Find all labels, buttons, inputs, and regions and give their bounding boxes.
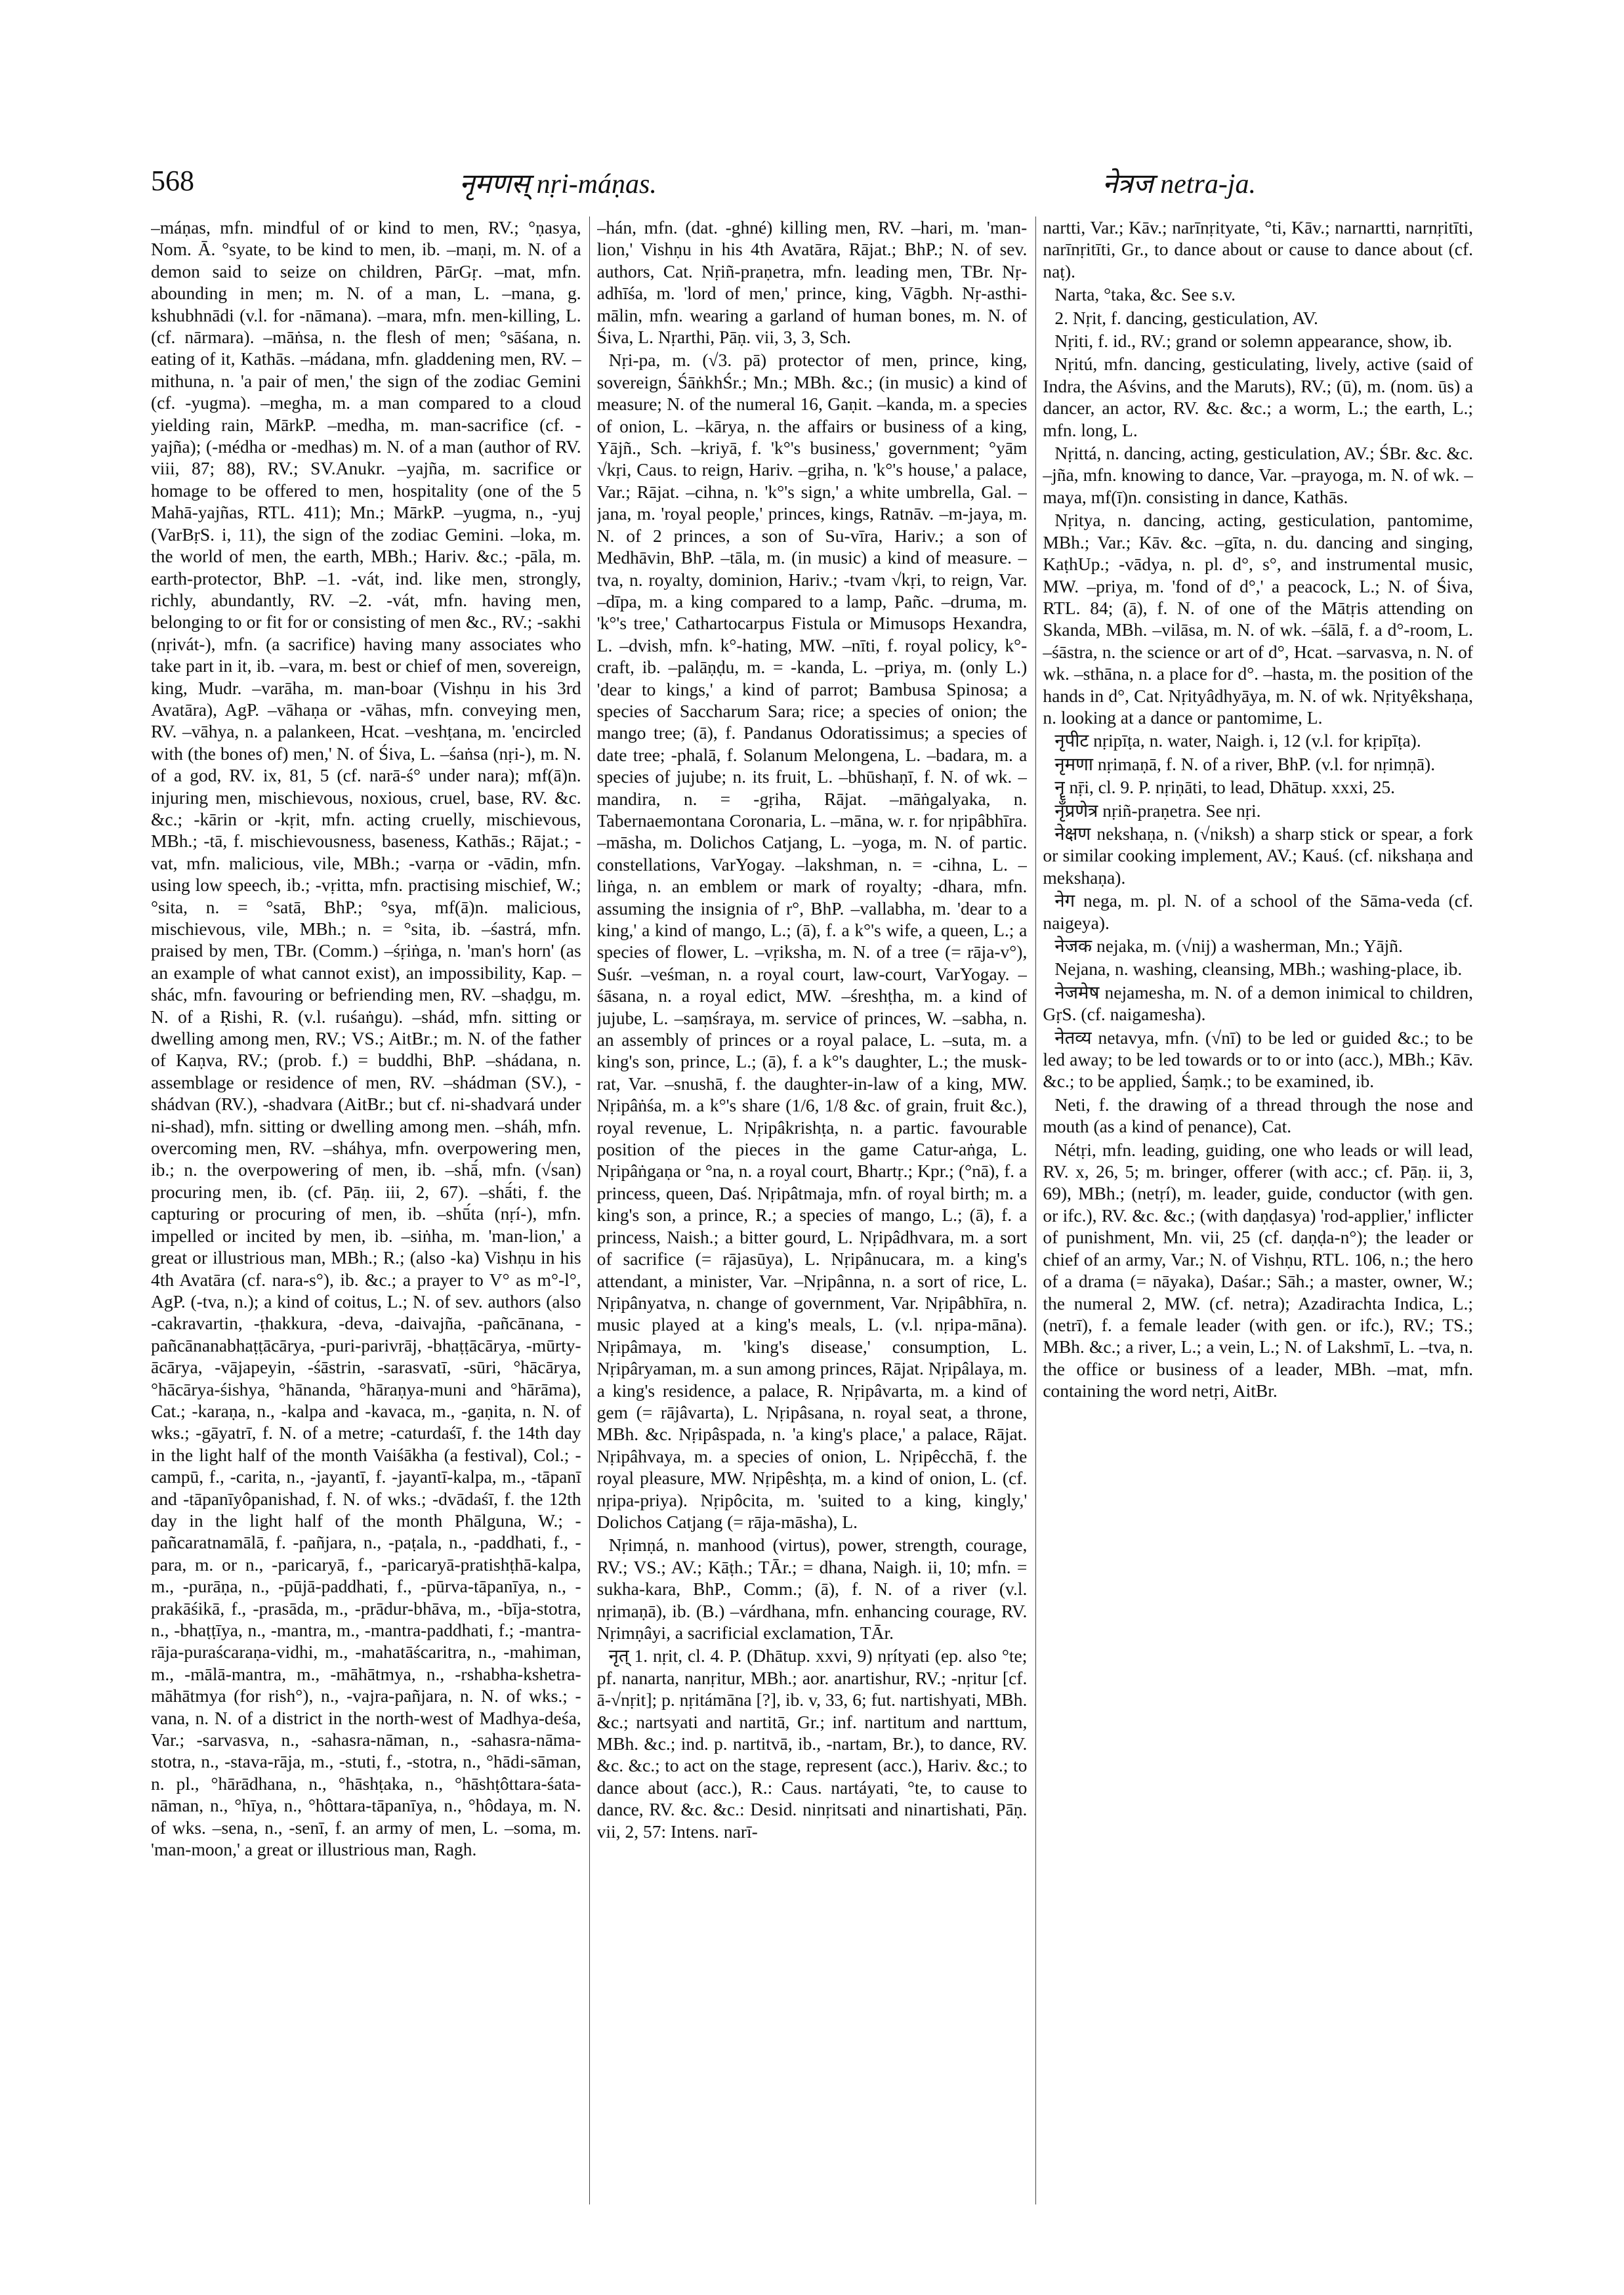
running-head-left: नृमणस् nṛi-máṇas. (459, 169, 657, 199)
column-right (1043, 217, 1473, 2204)
entry-paragraph: नेक्षण nekshaṇa, n. (√niksh) a sharp stick or spear, a fork or similar cooking implement, AV.; Kauś. (cf. nikshaṇa and mekshaṇa). (1043, 823, 1474, 888)
column-middle (597, 217, 1028, 2204)
running-head-right: नेत्रज netra-ja. (1102, 169, 1256, 199)
entry-paragraph: नृत् 1. nṛit, cl. 4. P. (Dhātup. xxvi, 9) nṛítyati (ep. also °te; pf. nanarta, nanṛitur, MBh.; aor. anartishur, RV.; -nṛitur [cf. ā-√nṛit]; p. nṛitámāna [?], ib. v, 33, 6; fut. nartishyati, MBh. &c.; nartsyati and nartitā, Gr.; inf. nartitum and narttum, MBh. &c.; ind. p. nartitvā, ib., -nartam, Br.), to dance, RV. &c. &c.; to act on the stage, represent (acc.), Hariv. &c.; to dance about (acc.), R.: Caus. nartáyati, °te, to cause to dance, RV. &c. &c.: Desid. ninṛitsati and ninartishati, Pāṇ. vii, 2, 57: Intens. narī- (596, 1645, 1028, 1842)
entry-paragraph: Narta, °taka, &c. See s.v. (1054, 284, 1236, 305)
entry-paragraph: नृपीट nṛipīṭa, n. water, Naigh. i, 12 (v.l. for kṛipīṭa). (1054, 730, 1421, 751)
columns-container (151, 217, 1473, 2204)
entry-paragraph: नृँप्रणेत्र nṛiñ-praṇetra. See nṛi. (1054, 800, 1261, 821)
entry-paragraph: नॄ nṝi, cl. 9. P. nṛiṇāti, to lead, Dhātup. xxxi, 25. (1054, 777, 1395, 798)
entry-paragraph: Nejana, n. washing, cleansing, MBh.; washing-place, ib. (1054, 959, 1463, 980)
entry-paragraph: Nṛitú, mfn. dancing, gesticulating, lively, active (said of Indra, the Aśvins, and the Maruts), RV.; (ū), m. (nom. ūs) a dancer, an actor, RV. &c. &c.; a worm, L.; the earth, L.; mfn. long, L. (1043, 354, 1474, 440)
entry-paragraph: Neti, f. the drawing of a thread through the nose and mouth (as a kind of penance), Cat. (1043, 1094, 1474, 1137)
entry-paragraph: –máṇas, mfn. mindful of or kind to men, RV.; °ṇasya, Nom. Ā. °syate, to be kind to men, ib. –maṇi, m. N. of a demon said to seize on children, PārGṛ. –mat, mfn. abounding in men; m. N. of a man, L. –mana, g. kshubhnādi (v.l. for -nāmana). –mara, mfn. men-killing, L. (cf. nārmara). –māṅsa, n. the flesh of men; °sāśana, n. eating of it, Kathās. –mádana, mfn. gladdening men, RV. –mithuna, n. 'a pair of men,' the sign of the zodiac Gemini (cf. -yugma). –megha, m. a man compared to a cloud yielding rain, MārkP. –medha, m. man-sacrifice (cf. -yajña); (-médha or -medhas) m. N. of a man (author of RV. viii, 87; 88), RV.; SV.Anukr. –yajña, m. sacrifice or homage to be offered to men, hospitality (one of the 5 Mahā-yajñas, RTL. 411); Mn.; MārkP. –yugma, n., -yuj (VarBṛS. i, 11), the sign of the zodiac Gemini. –loka, m. the world of men, the earth, MBh.; Hariv. &c.; -pāla, m. earth-protector, BhP. –1. -vát, ind. like men, strongly, richly, abundantly, RV. –2. -vát, mfn. having men, belonging to or fit for or consisting of men &c., RV.; -sakhi (nṛivát-), mfn. (a sacrifice) having many associates who take part in it, ib. –vara, m. best or chief of men, sovereign, king, Mudr. –varāha, m. man-boar (Vishṇu in his 3rd Avatāra), AgP. –vāhaṇa or -vāhas, mfn. conveying men, RV. –vāhya, n. a palankeen, Hcat. –veshṭana, m. 'encircled with (the bones of) men,' N. of Śiva, L. –śaṅsa (nṛi-), m. N. of a god, RV. ix, 81, 5 (cf. narā-ś° under nara); mf(ā)n. injuring men, mischievous, noxious, cruel, base, RV. &c. &c.; -kārin or -kṛit, mfn. acting cruelly, mischievous, MBh.; -tā, f. mischievousness, baseness, Kathās.; Rājat.; -vat, mfn. malicious, vile, MBh.; -varṇa or -vādin, mfn. using low speech, ib.; -vṛitta, mfn. practising mischief, W.; °sita, n. = °satā, BhP.; °sya, mf(ā)n. malicious, mischievous, vile, MBh.; n. = °sita, ib. –śastrá, mfn. praised by men, TBr. (Comm.) –śṛiṅga, n. 'man's horn' (as an example of what cannot exist), an impossibility, Kap. –shác, mfn. favouring or befriending men, RV. –shaḍgu, m. N. of a Ṛishi, R. (v.l. ruśaṅgu). –shád, mfn. sitting or dwelling among men, RV.; VS.; AitBr.; m. N. of the father of Kaṇva, RV.; (prob. f.) = buddhi, BhP. –shádana, n. assemblage or residence of men, RV. –shádman (SV.), -shádvan (RV.), -shadvara (AitBr.; but cf. ni-shadvará under ni-shad), mfn. sitting or dwelling among men. –sháh, mfn. overcoming men, RV. –sháhya, mfn. overpowering men, ib.; n. the overpowering of men, ib. –shā́, mfn. (√san) procuring men, ib. (cf. Pāṇ. iii, 2, 67). –shā́ti, f. the capturing or procuring of men, ib. –shū́ta (nṛí-), mfn. impelled or incited by men, ib. –siṅha, m. 'man-lion,' a great or illustrious man, MBh.; R.; (also -ka) Vishṇu in his 4th Avatāra (cf. nara-s°), ib. &c.; a prayer to V° as m°-l°, AgP. (-tva, n.); a kind of coitus, L.; N. of sev. authors (also -cakravartin, -ṭhakkura, -deva, -daivajña, -pañcānana, -pañcānanabhaṭṭācārya, -puri-parivrāj, -bhaṭṭācārya, -mūrty-ācārya, -vājapeyin, -śāstrin, -sarasvatī, -sūri, °hācārya, °hācārya-śishya, °hānanda, °hāraṇya-muni and °hārāma), Cat.; -karaṇa, n., -kalpa and -kavaca, m., -gaṇita, n. N. of wks.; -gāyatrī, f. N. of a metre; -caturdaśī, f. the 14th day in the light half of the month Vaiśākha (a festival), Col.; -campū, f., -carita, n., -jayantī, f. -jayantī-kalpa, m., -tāpanī and -tāpanīyôpanishad, f. N. of wks.; -dvādaśī, f. the 12th day in the light half of the month Phālguna, W.; -pañcaratnamālā, f. -pañjara, n., -paṭala, n., -paddhati, f., -para, m. or n., -paricaryā, f., -paricaryā-pratishṭhā-kalpa, m., -purāṇa, n., -pūjā-paddhati, f., -pūrva-tāpanīya, n., -prakāśikā, f., -prasāda, m., -prādur-bhāva, m., -bīja-stotra, n., -bhaṭṭīya, n., -mantra, m., -mantra-paddhati, f.; -mantra-rāja-puraścaraṇa-vidhi, m., -mahatāścaritra, n., -mahiman, m., -mālā-mantra, m., -māhātmya, n., -rshabha-kshetra-māhātmya (for rish°), n., -vajra-pañjara, n. N. of wks.; -vana, n. N. of a district in the north-west of Madhya-deśa, Var.; -sarvasva, n., -sahasra-nāman, n., -sahasra-nāma-stotra, n., -stava-rāja, m., -stuti, f., -stotra, n., °hādi-sāman, n. pl., °hārādhana, n., °hāshṭaka, n., °hāshṭôttara-śata-nāman, n., °hīya, n., °hôttara-tāpanīya, n., °hôdaya, m. N. of wks. –sena, n., -senī, f. an army of men, L. –soma, m. 'man-moon,' a great or illustrious man, Ragh. (151, 217, 581, 1860)
entry-paragraph: nartti, Var.; Kāv.; narīnṛityate, °ti, Kāv.; narnartti, narnṛitīti, narīnṛitīti, Gr., to dance about or cause to dance about (cf. naṭ). (1043, 217, 1474, 281)
column-left (151, 217, 581, 2204)
entry-paragraph: Nṛiti, f. id., RV.; grand or solemn appearance, show, ib. (1054, 331, 1453, 352)
column-rule-1 (589, 217, 590, 2204)
page-header (151, 164, 1473, 210)
entry-paragraph: नृमणा nṛimaṇā, f. N. of a river, BhP. (v.l. for nṛimṇā). (1054, 753, 1436, 774)
entry-paragraph: नेतव्य netavya, mfn. (√nī) to be led or guided &c.; to be led away; to be led towards or to or into (acc.), MBh.; Kāv. &c.; to be applied, Śaṃk.; to be examined, ib. (1043, 1027, 1474, 1092)
entry-paragraph: 2. Nṛit, f. dancing, gesticulation, AV. (1054, 307, 1318, 328)
entry-paragraph: Nétṛi, mfn. leading, guiding, one who leads or will lead, RV. x, 26, 5; m. bringer, offerer (with acc.; cf. Pāṇ. ii, 3, 69), MBh.; (netṛí), m. leader, guide, conductor (with gen. or ifc.), RV. &c. &c.; (with daṇḍasya) 'rod-applier,' inflicter of punishment, Mn. vii, 25 (cf. daṇḍa-n°); the leader or chief of an army, Var.; N. of Vishṇu, RTL. 106, n.; the hero of a drama (= nāyaka), Daśar.; Sāh.; a master, owner, W.; the numeral 2, MW. (cf. netra); Azadirachta Indica, L.; (netrī), f. a female leader (with gen. or ifc.), RV.; TS.; MBh. &c.; a river, L.; a vein, L.; N. of Lakshmī, L. –tva, n. the office or business of a leader, MBh. –mat, mfn. containing the word netṛi, AitBr. (1043, 1139, 1474, 1401)
entry-paragraph: Nṛittá, n. dancing, acting, gesticulation, AV.; ŚBr. &c. &c. –jña, mfn. knowing to dance, Var. –prayoga, m. N. of wk. –maya, mf(ī)n. consisting in dance, Kathās. (1043, 443, 1474, 507)
entry-paragraph: नेजक nejaka, m. (√nij) a washerman, Mn.; Yājñ. (1054, 936, 1403, 956)
entry-paragraph: Nṛi-pa, m. (√3. pā) protector of men, prince, king, sovereign, ŚāṅkhŚr.; Mn.; MBh. &c.; (in music) a kind of measure; N. of the numeral 16, Gaṇit. –kanda, m. a species of onion, L. –kārya, n. the affairs or business of a king, Yājñ., Sch. –kriyā, f. 'k°'s business,' government; °yām √kṛi, Caus. to reign, Hariv. –gṛiha, n. 'k°'s house,' a palace, Var.; Rājat. –cihna, n. 'k°'s sign,' a white umbrella, Gal. –jana, m. 'royal people,' princes, kings, Ratnāv. –m-jaya, m. N. of 2 princes, a son of Su-vīra, Hariv.; a son of Medhāvin, BhP. –tāla, m. (in music) a kind of measure. –tva, n. royalty, dominion, Hariv.; -tvam √kṛi, to reign, Var. –dīpa, m. a king compared to a lamp, Pañc. –druma, m. 'k°'s tree,' Cathartocarpus Fistula or Mimusops Hexandra, L. –dvish, mfn. k°-hating, MW. –nīti, f. royal policy, k°-craft, ib. –palāṇḍu, m. = -kanda, L. –priya, m. (only L.) 'dear to kings,' a kind of parrot; Bambusa Spinosa; a species of Saccharum Sara; rice; a species of onion; the mango tree; (ā), f. Pandanus Odoratissimus; a species of date tree; -phalā, f. Solanum Melongena, L. –badara, m. a species of jujube; n. its fruit, L. –bhūshaṇī, f. N. of wk. –mandira, n. = -gṛiha, Rājat. –māṅgalyaka, n. Tabernaemontana Coronaria, L. –māna, w. r. for nṛipâbhīra. –māsha, m. Dolichos Catjang, L. –yoga, m. N. of partic. constellations, VarYogay. –lakshman, n. = -cihna, L. –liṅga, n. an emblem or mark of royalty; -dhara, mfn. assuming the insignia of r°, BhP. –vallabha, m. 'dear to a king,' a kind of mango, L.; (ā), f. a k°'s wife, a queen, L.; a species of flower, L. –vṛiksha, m. N. of a tree (= rāja-v°), Suśr. –veśman, n. a royal court, law-court, VarYogay. –śāsana, n. a royal edict, MW. –śreshṭha, m. a kind of jujube, L. –saṃśraya, m. service of princes, W. –sabha, n. an assembly of princes or a royal palace, L. –suta, m. a king's son, prince, L.; (ā), f. a k°'s daughter, L.; the musk-rat, Var. –snushā, f. the daughter-in-law of a king, MW. Nṛipâṅśa, m. a k°'s share (1/6, 1/8 &c. of grain, fruit &c.), royal revenue, L. Nṛipâkrishṭa, n. a partic. favourable position of the pieces in the game Catur-aṅga, L. Nṛipâṅgaṇa or °na, n. a royal court, Bhartṛ.; Kpr.; (°nā), f. a princess, queen, Daś. Nṛipâtmaja, mfn. of royal birth; m. a king's son, a prince, R.; a species of mango, L.; (ā), f. a princess, Naish.; a bitter gourd, L. Nṛipâdhvara, m. a sort of sacrifice (= rājasūya), L. Nṛipânucara, m. a king's attendant, a minister, Var. –Nṛipânna, n. a sort of rice, L. Nṛipânyatva, n. change of government, Var. Nṛipâbhīra, n. music played at a king's meals, L. (v.l. nṛipa-māna). Nṛipâmaya, m. 'king's disease,' consumption, L. Nṛipâryaman, m. a sun among princes, Rājat. Nṛipâlaya, m. a king's residence, a palace, R. Nṛipâvarta, m. a kind of gem (= rājâvarta), L. Nṛipâsana, n. royal seat, a throne, MBh. &c. Nṛipâspada, n. 'a king's place,' a palace, Rājat. Nṛipâhvaya, m. a species of onion, L. Nṛipêcchā, f. the royal pleasure, MW. Nṛipêshṭa, m. a kind of onion, L. (cf. nṛipa-priya). Nṛipôcita, m. 'suited to a king, kingly,' Dolichos Catjang (= rāja-māsha), L. (596, 350, 1028, 1532)
entry-paragraph: –hán, mfn. (dat. -ghné) killing men, RV. –hari, m. 'man-lion,' Vishṇu in his 4th Avatāra, Rājat.; BhP.; N. of sev. authors, Cat. Nṛiñ-praṇetra, mfn. leading men, TBr. Nṛ-adhīśa, m. 'lord of men,' prince, king, Vāgbh. Nṛ-asthi-mālin, mfn. wearing a garland of human bones, m. N. of Śiva, L. Nṛarthi, Pāṇ. vii, 3, 3, Sch. (596, 217, 1028, 348)
column-rule-2 (1035, 217, 1036, 2204)
dictionary-page (151, 164, 1473, 2211)
entry-paragraph: नेजमेष nejamesha, m. N. of a demon inimical to children, GṛS. (cf. naigamesha). (1043, 982, 1474, 1025)
entry-paragraph: Nṛitya, n. dancing, acting, gesticulation, pantomime, MBh.; Var.; Kāv. &c. –gīta, n. du. dancing and singing, KaṭhUp.; -vādya, n. pl. d°, s°, and instrumental music, MW. –priya, m. 'fond of d°,' a peacock, L.; N. of Śiva, RTL. 84; (ā), f. N. of one of the Mātṛis attending on Skanda, MBh. –vilāsa, m. N. of wk. –śālā, f. a d°-room, L. –śāstra, n. the science or art of d°, Hcat. –sarvasva, n. N. of wk. –sthāna, n. a place for d°. –hasta, m. the position of the hands in d°, Cat. Nṛityâdhyāya, m. N. of wk. Nṛityêkshaṇa, n. looking at a dance or pantomime, L. (1043, 510, 1474, 728)
entry-paragraph: नेग nega, m. pl. N. of a school of the Sāma-veda (cf. naigeya). (1043, 890, 1474, 933)
page-number: 568 (151, 165, 194, 197)
entry-paragraph: Nṛimṇá, n. manhood (virtus), power, strength, courage, RV.; VS.; AV.; Kāṭh.; TĀr.; = dhana, Naigh. ii, 10; mfn. = sukha-kara, BhP., Comm.; (ā), f. N. of a river (v.l. nṛimaṇā), ib. (B.) –várdhana, mfn. enhancing courage, RV. Nṛimṇâyi, a sacrificial exclamation, TĀr. (596, 1535, 1028, 1643)
